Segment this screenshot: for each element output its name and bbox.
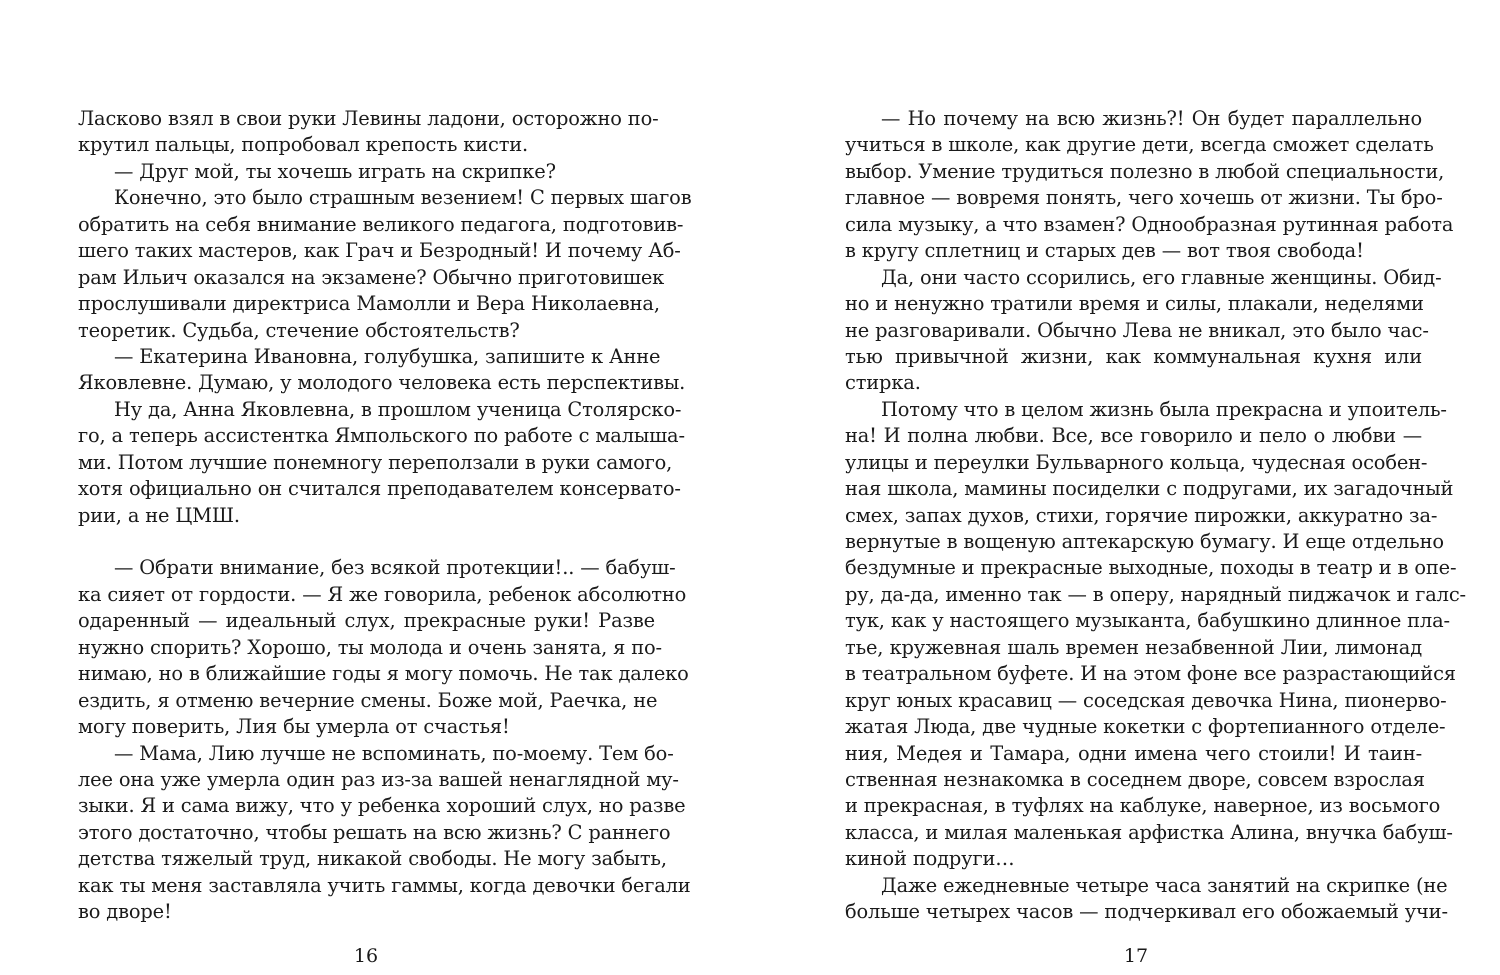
- text-line: тью привычной жизни, как коммунальная кухня или: [845, 344, 1422, 368]
- text-line: больше четырех часов — подчеркивал его обожаемый учи-: [845, 900, 1448, 924]
- text-line: выбор. Умение трудиться полезно в любой специальности,: [845, 159, 1445, 183]
- text-line: — Мама, Лию лучше не вспоминать, по-моему. Тем бо-: [114, 741, 674, 765]
- text-line: ка сияет от гордости. — Я же говорила, ребенок абсолютно: [78, 582, 687, 606]
- text-line: сила музыку, а что взамен? Однообразная рутинная работа: [845, 212, 1454, 236]
- text-line: Ну да, Анна Яковлевна, в прошлом ученица Столярско-: [114, 397, 682, 421]
- text-line: Конечно, это было страшным везением! С первых шагов: [114, 186, 692, 210]
- text-line: — Обрати внимание, без всякой протекции!.. — бабуш-: [114, 556, 676, 580]
- text-line: главное — вовремя понять, чего хочешь от жизни. Ты бро-: [845, 186, 1443, 210]
- text-line: [78, 529, 655, 555]
- right-page-text: [845, 106, 1466, 926]
- text-line: Яковлевне. Думаю, у молодого человека есть перспективы.: [78, 371, 686, 395]
- text-line: улицы и переулки Бульварного кольца, чудесная особен-: [845, 450, 1428, 474]
- text-line: ми. Потом лучшие понемногу переползали в руки самого,: [78, 450, 673, 474]
- text-line: го, а теперь ассистентка Ямпольского по работе с малыша-: [78, 424, 685, 448]
- text-line: Даже ежедневные четыре часа занятий на скрипке (не: [881, 873, 1448, 897]
- text-line: ру, да-да, именно так — в оперу, нарядный пиджачок и галс-: [845, 582, 1466, 606]
- text-line: бездумные и прекрасные выходные, походы в театр и в опе-: [845, 556, 1457, 580]
- text-line: на! И полна любви. Все, все говорило и пело о любви —: [845, 424, 1422, 448]
- text-line: Потому что в целом жизнь была прекрасна и упоитель-: [881, 397, 1447, 421]
- text-line: жатая Люда, две чудные кокетки с фортепианного отделе-: [845, 715, 1446, 739]
- text-line: зыки. Я и сама вижу, что у ребенка хороший слух, но разве: [78, 794, 686, 818]
- text-line: могу поверить, Лия бы умерла от счастья!: [78, 715, 510, 739]
- text-line: детства тяжелый труд, никакой свободы. Не могу забыть,: [78, 847, 667, 871]
- text-line: ная школа, мамины посиделки с подругами, их загадочный: [845, 477, 1454, 501]
- left-page-number: 16: [353, 945, 379, 967]
- text-line: учиться в школе, как другие дети, всегда сможет сделать: [845, 133, 1434, 157]
- text-line: шего таких мастеров, как Грач и Безродный! И почему Аб-: [78, 239, 681, 263]
- text-line: в театральном буфете. И на этом фоне все разрастающийся: [845, 662, 1456, 686]
- text-line: класса, и милая маленькая арфистка Алина, внучка бабуш-: [845, 820, 1453, 844]
- text-line: — Но почему на всю жизнь?! Он будет параллельно: [881, 107, 1422, 130]
- text-line: хотя официально он считался преподавателем консервато-: [78, 477, 681, 501]
- text-line: ния, Медея и Тамара, одни имена чего стоили! И таин-: [845, 741, 1422, 765]
- left-page-text: [78, 106, 692, 926]
- text-line: одаренный — идеальный слух, прекрасные руки! Разве: [78, 609, 655, 633]
- text-line: как ты меня заставляла учить гаммы, когда девочки бегали: [78, 873, 691, 897]
- text-line: прослушивали директриса Мамолли и Вера Николаевна,: [78, 292, 660, 316]
- text-line: обратить на себя внимание великого педагога, подготовив-: [78, 212, 684, 236]
- text-line: и прекрасная, в туфлях на каблуке, наверное, из восьмого: [845, 794, 1441, 818]
- text-line: — Друг мой, ты хочешь играть на скрипке?: [114, 159, 556, 183]
- text-line: вернутые в вощеную аптекарскую бумагу. И еще отдельно: [845, 530, 1444, 553]
- text-line: стирка.: [845, 371, 921, 395]
- text-line: круг юных красавиц — соседская девочка Нина, пионерво-: [845, 688, 1447, 712]
- text-line: крутил пальцы, попробовал крепость кисти.: [78, 133, 529, 157]
- text-line: киной подруги…: [845, 847, 1015, 871]
- text-line: во дворе!: [78, 900, 172, 924]
- text-line: Да, они часто ссорились, его главные женщины. Обид-: [881, 265, 1442, 289]
- text-line: смех, запах духов, стихи, горячие пирожки, аккуратно за-: [845, 503, 1438, 527]
- text-line: нимаю, но в ближайшие годы я могу помочь. Не так далеко: [78, 662, 689, 686]
- text-line: в кругу сплетниц и старых дев — вот твоя свобода!: [845, 239, 1364, 263]
- right-page-number: 17: [1123, 945, 1149, 967]
- text-line: рии, а не ЦМШ.: [78, 503, 240, 527]
- text-line: — Екатерина Ивановна, голубушка, запишите к Анне: [114, 344, 661, 368]
- text-line: рам Ильич оказался на экзамене? Обычно приготовишек: [78, 265, 665, 289]
- text-line: не разговаривали. Обычно Лева не вникал, это было час-: [845, 318, 1429, 342]
- text-line: Ласково взял в свои руки Левины ладони, осторожно по-: [78, 107, 659, 130]
- text-line: но и ненужно тратили время и силы, плакали, неделями: [845, 292, 1424, 316]
- text-line: ственная незнакомка в соседнем дворе, совсем взрослая: [845, 767, 1425, 791]
- text-line: этого достаточно, чтобы решать на всю жизнь? С раннего: [78, 820, 671, 844]
- text-line: лее она уже умерла один раз из-за вашей ненаглядной му-: [78, 767, 679, 791]
- text-line: тук, как у настоящего музыканта, бабушкино длинное пла-: [845, 609, 1450, 633]
- text-line: теоретик. Судьба, стечение обстоятельств?: [78, 318, 520, 342]
- text-line: нужно спорить? Хорошо, ты молода и очень занята, я по-: [78, 635, 662, 659]
- text-line: тье, кружевная шаль времен незабвенной Лии, лимонад: [845, 635, 1422, 659]
- text-line: ездить, я отменю вечерние смены. Боже мой, Раечка, не: [78, 688, 658, 712]
